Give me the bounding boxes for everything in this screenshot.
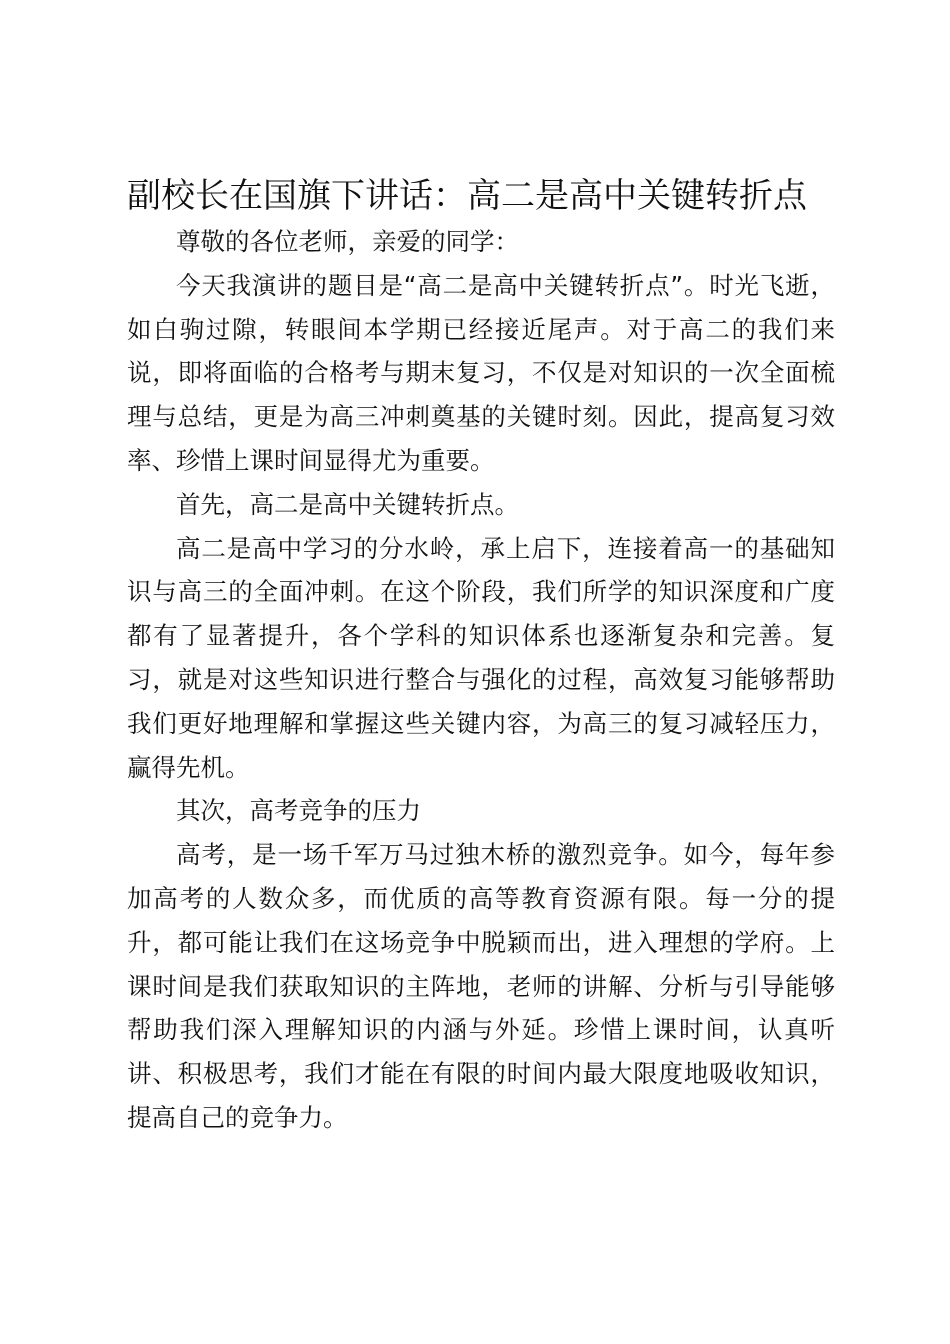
intro-paragraph: 今天我演讲的题目是“高二是高中关键转折点”。时光飞逝，如白驹过隙，转眼间本学期已经接近尾声。对于高二的我们来说，即将面临的合格考与期末复习，不仅是对知识的一次全面梳理与总结，更是为高三冲刺奠基的关键时刻。因此，提高复习效率、珍惜上课时间显得尤为重要。 <box>127 270 835 475</box>
document-body <box>127 172 835 1140</box>
first-point-paragraph: 高二是高中学习的分水岭，承上启下，连接着高一的基础知识与高三的全面冲刺。在这个阶段，我们所学的知识深度和广度都有了显著提升，各个学科的知识体系也逐渐复杂和完善。复习，就是对这些知识进行整合与强化的过程，高效复习能够帮助我们更好地理解和掌握这些关键内容，为高三的复习减轻压力，赢得先机。 <box>127 533 835 782</box>
second-point-paragraph: 高考，是一场千军万马过独木桥的激烈竞争。如今，每年参加高考的人数众多，而优质的高等教育资源有限。每一分的提升，都可能让我们在这场竞争中脱颖而出，进入理想的学府。上课时间是我们获取知识的主阵地，老师的讲解、分析与引导能够帮助我们深入理解知识的内涵与外延。珍惜上课时间，认真听讲、积极思考，我们才能在有限的时间内最大限度地吸收知识，提高自己的竞争力。 <box>127 840 835 1132</box>
document-title: 副校长在国旗下讲话：高二是高中关键转折点 <box>127 176 807 216</box>
second-point-heading: 其次，高考竞争的压力 <box>176 796 421 826</box>
first-point-heading: 首先，高二是高中关键转折点。 <box>176 489 519 519</box>
salutation-paragraph: 尊敬的各位老师，亲爱的同学： <box>176 227 519 256</box>
